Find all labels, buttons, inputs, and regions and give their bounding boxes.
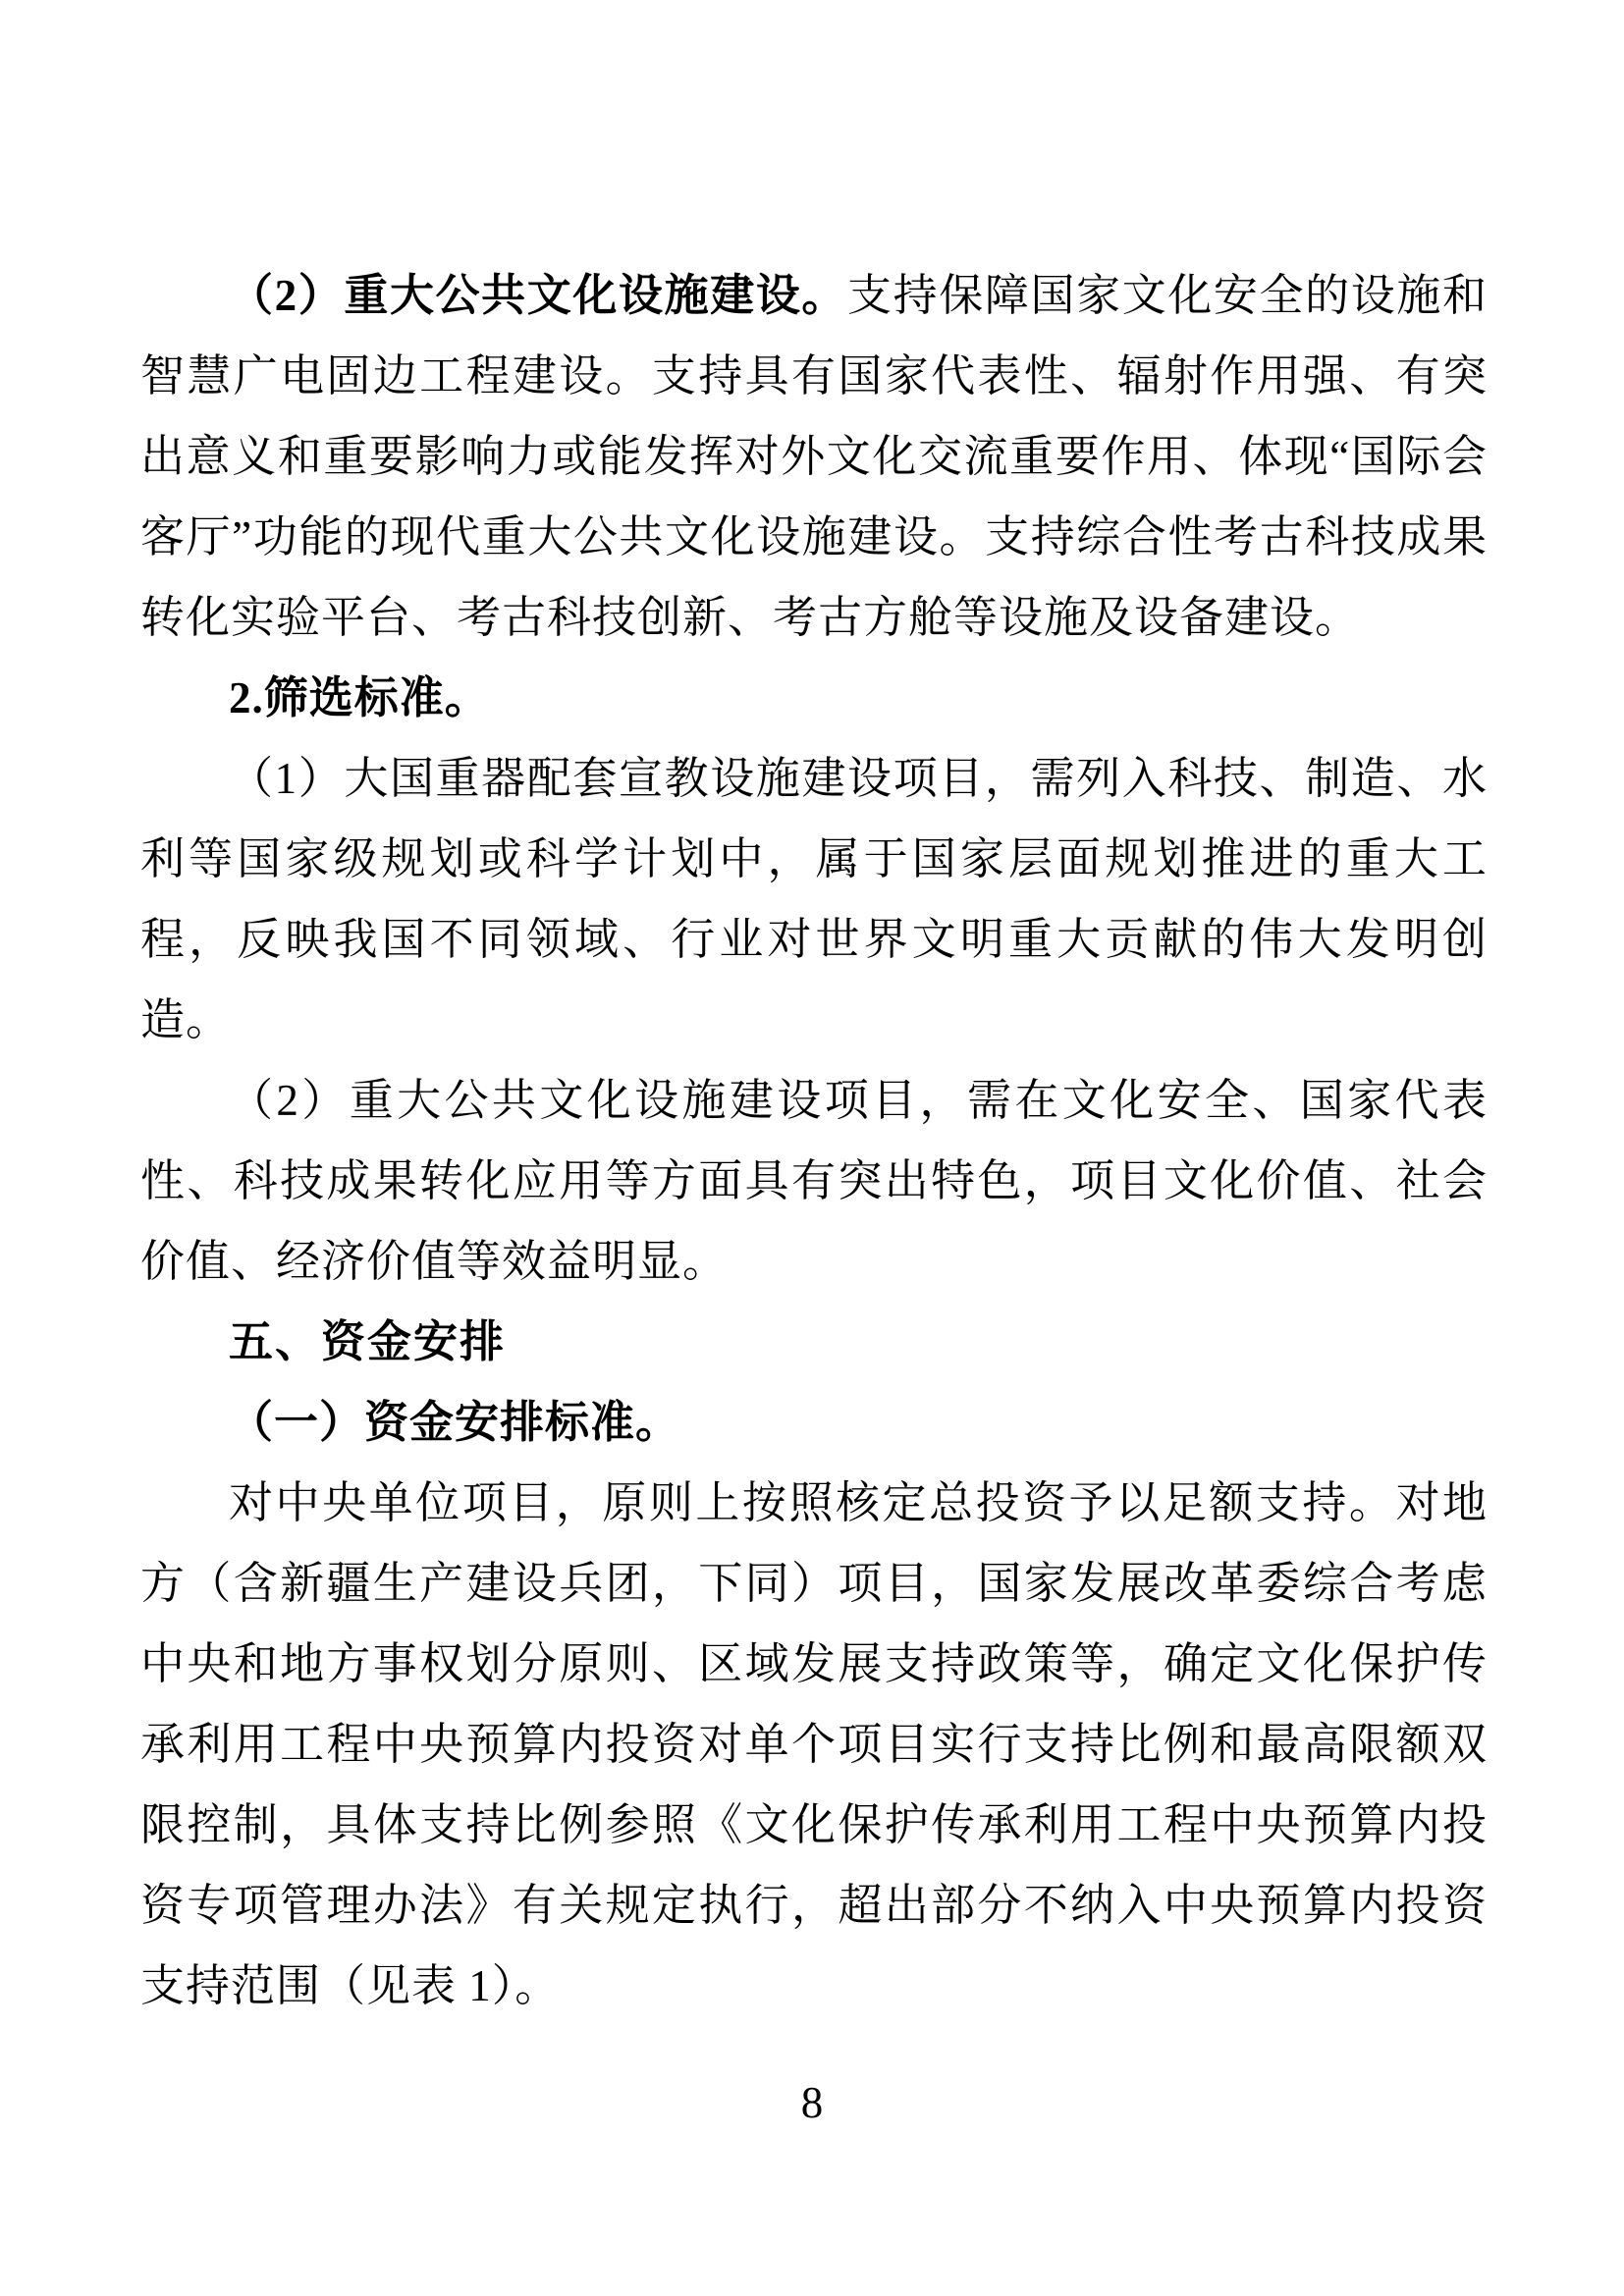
page-number: 8	[800, 2078, 824, 2127]
paragraph-funding-details: 对中央单位项目，原则上按照核定总投资予以足额支持。对地方（含新疆生产建设兵团，下同）项目，国家发展改革委综合考虑中央和地方事权划分原则、区域发展支持政策等，确定文化保护传承利用工程中央预算内投资对单个项目实行支持比例和最高限额双限控制，具体支持比例参照《文化保护传承利用工程中央预算内投资专项管理办法》有关规定执行，超出部分不纳入中央预算内投资支持范围（见表 1）。	[140, 1478, 1488, 2010]
sub-heading-funding-standard: （一）资金安排标准。	[229, 1398, 681, 1447]
paragraph-item2-major-facilities-criteria: （2）重大公共文化设施建设项目，需在文化安全、国家代表性、科技成果转化应用等方面具有突出特色，项目文化价值、社会价值、经济价值等效益明显。	[140, 1076, 1488, 1286]
section-heading-funding-arrangement: 五、资金安排	[229, 1316, 507, 1366]
paragraph-text-major-facilities: 支持保障国家文化安全的设施和智慧广电固边工程建设。支持具有国家代表性、辐射作用强、有突出意义和重要影响力或能发挥对外文化交流重要作用、体现“国际会客厅”功能的现代重大公共文化设施建设。支持综合性考古科技成果转化实验平台、考古科技创新、考古方舱等设施及设备建设。	[140, 271, 1488, 642]
paragraph-lead-major-facilities: （2）重大公共文化设施建设。	[229, 271, 848, 320]
paragraph-major-facilities	[140, 255, 1488, 658]
heading-screening-criteria: 2.筛选标准。	[229, 673, 490, 722]
paragraph-item1-national-instruments: （1）大国重器配套宣教设施建设项目，需列入科技、制造、水利等国家级规划或科学计划中，属于国家层面规划推进的重大工程，反映我国不同领域、行业对世界文明重大贡献的伟大发明创造。	[140, 754, 1488, 1044]
document-body	[140, 255, 1488, 2026]
